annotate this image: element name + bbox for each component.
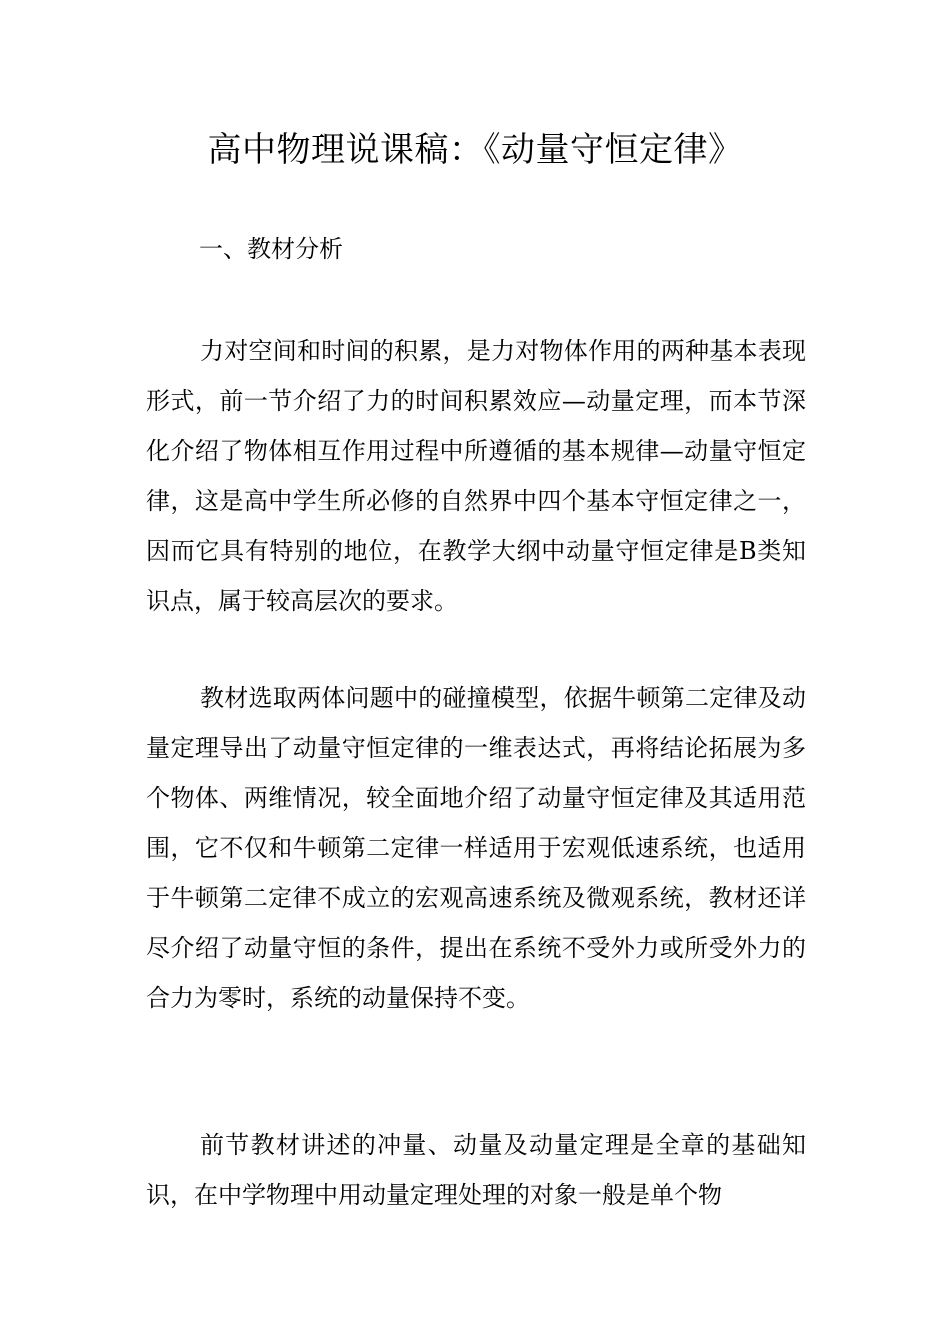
paragraph: 教材选取两体问题中的碰撞模型，依据牛顿第二定律及动量定理导出了动量守恒定律的一维表达式，再将结论拓展为多个物体、两维情况，较全面地介绍了动量守恒定律及其适用范围，它不仅和牛顿第二定律一样适用于宏观低速系统，也适用于牛顿第二定律不成立的宏观高速系统及微观系统，教材还详尽介绍了动量守恒的条件，提出在系统不受外力或所受外力的合力为零时，系统的动量保持不变。 — [146, 684, 806, 1012]
section-heading: 一、教材分析 — [199, 235, 343, 263]
document-title: 高中物理说课稿：《动量守恒定律》 — [207, 130, 743, 170]
paragraph: 前节教材讲述的冲量、动量及动量定理是全章的基础知识，在中学物理中用动量定理处理的对象一般是单个物 — [146, 1131, 806, 1209]
paragraph: 力对空间和时间的积累，是力对物体作用的两种基本表现形式，前一节介绍了力的时间积累效应—动量定理，而本节深化介绍了物体相互作用过程中所遵循的基本规律—动量守恒定律，这是高中学生所必修的自然界中四个基本守恒定律之一，因而它具有特别的地位，在教学大纲中动量守恒定律是B类知识点，属于较高层次的要求。 — [146, 337, 806, 615]
